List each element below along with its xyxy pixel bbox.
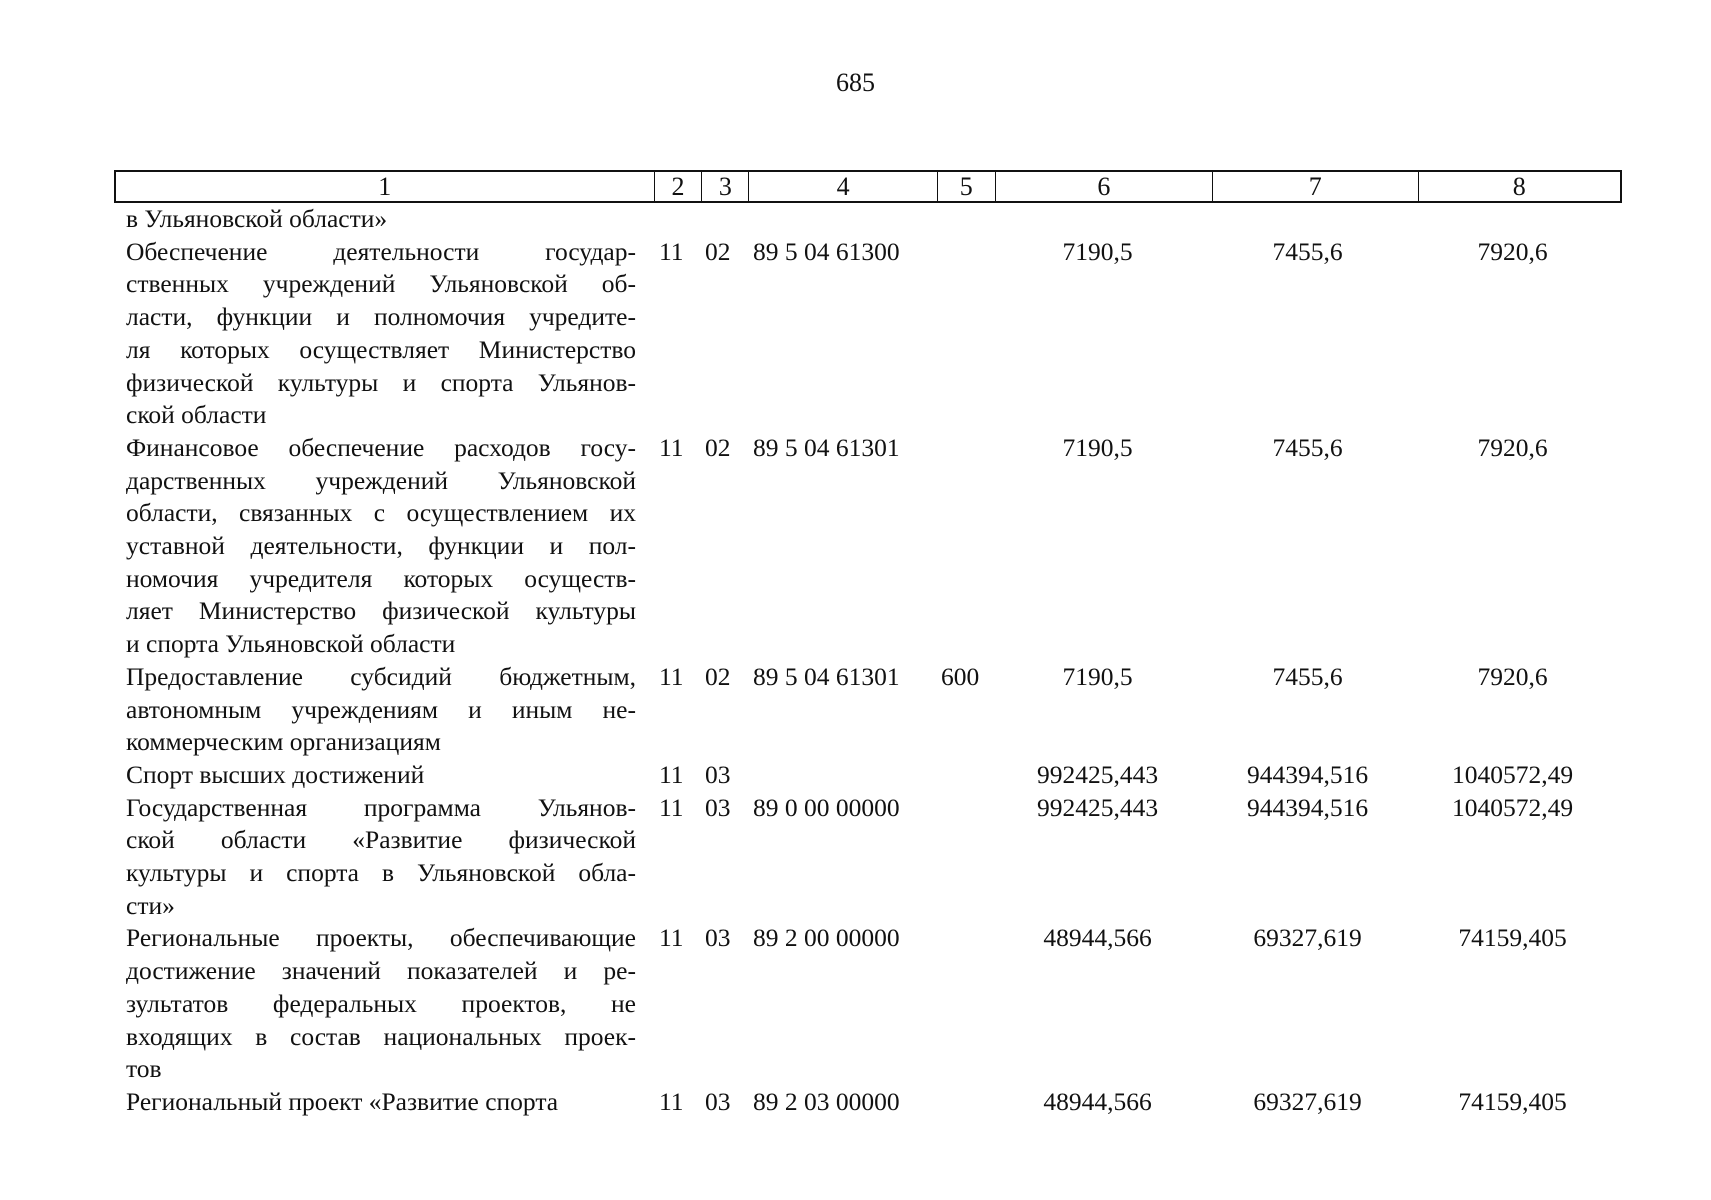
description-line: Спорт высших достижений	[126, 759, 425, 789]
cell-col-8: 74159,405	[1458, 1086, 1567, 1116]
cell-col-4: 89 5 04 61301	[753, 661, 900, 691]
cell-col-8: 7920,6	[1477, 432, 1548, 462]
cell-col-2: 11	[659, 661, 684, 691]
description-line: достижение значений показателей и ре-	[126, 956, 636, 986]
cell-col-7: 944394,516	[1246, 759, 1369, 789]
cell-col-5: 600	[941, 661, 980, 691]
header-cell-7: 7	[1213, 172, 1418, 201]
row-description	[126, 1086, 636, 1119]
cell-col-2: 11	[659, 759, 684, 789]
description-line: Обеспечение деятельности государ-	[126, 236, 636, 266]
description-line: зультатов федеральных проектов, не	[126, 988, 636, 1018]
row-description	[126, 661, 636, 759]
table-header-row	[114, 170, 1622, 203]
description-line: культуры и спорта в Ульяновской обла-	[126, 858, 636, 887]
cell-col-8: 1040572,49	[1451, 759, 1574, 789]
cell-col-8: 1040572,49	[1451, 792, 1574, 822]
description-line: сти»	[126, 890, 175, 920]
description-line: и спорта Ульяновской области	[126, 629, 456, 659]
description-line: области, связанных с осуществлением их	[126, 498, 636, 528]
cell-col-7: 7455,6	[1272, 432, 1343, 462]
description-line: Региональный проект «Развитие спорта	[126, 1086, 559, 1116]
description-line: автономным учреждениям и иным не-	[126, 694, 636, 724]
row-description	[126, 432, 636, 661]
description-line: коммерческим организациям	[126, 727, 441, 757]
cell-col-3: 02	[705, 661, 731, 691]
description-line: Региональные проекты, обеспечивающие	[126, 923, 636, 953]
description-line: ственных учреждений Ульяновской об-	[126, 269, 636, 299]
description-line: ляет Министерство физической культуры	[126, 596, 636, 626]
cell-col-6: 992425,443	[1036, 759, 1159, 789]
description-line: тов	[126, 1054, 162, 1084]
cell-col-7: 69327,619	[1253, 923, 1362, 953]
cell-col-3: 03	[705, 1086, 731, 1116]
cell-col-2: 11	[659, 1086, 684, 1116]
cell-col-4: 89 0 00 00000	[753, 792, 900, 822]
header-cell-2: 2	[655, 172, 703, 201]
description-line: входящих в состав национальных проек-	[126, 1021, 636, 1051]
row-description	[126, 759, 636, 792]
description-line: дарственных учреждений Ульяновской	[126, 465, 636, 495]
cell-col-4: 89 5 04 61301	[753, 432, 900, 462]
header-cell-6: 6	[996, 172, 1213, 201]
cell-col-6: 7190,5	[1062, 236, 1133, 266]
cell-col-7: 7455,6	[1272, 661, 1343, 691]
header-cell-8: 8	[1512, 172, 1526, 201]
header-cell-4: 4	[749, 172, 938, 201]
description-line: Предоставление субсидий бюджетным,	[126, 661, 636, 691]
cell-col-2: 11	[659, 236, 684, 266]
cell-col-8: 74159,405	[1458, 923, 1567, 953]
description-line: ласти, функции и полномочия учредите-	[126, 302, 636, 332]
description-line: Финансовое обеспечение расходов госу-	[126, 432, 636, 462]
cell-col-2: 11	[659, 432, 684, 462]
cell-col-3: 03	[705, 923, 731, 953]
cell-col-8: 7920,6	[1477, 236, 1548, 266]
row-description	[126, 792, 636, 923]
header-cell-3: 3	[702, 172, 749, 201]
cell-col-6: 7190,5	[1062, 432, 1133, 462]
cell-col-2: 11	[659, 923, 684, 953]
cell-col-3: 02	[705, 236, 731, 266]
page-number: 685	[836, 68, 875, 97]
cell-col-8: 7920,6	[1477, 661, 1548, 691]
cell-col-7: 69327,619	[1253, 1086, 1362, 1116]
cell-col-4: 89 2 00 00000	[753, 923, 900, 953]
cell-col-4: 89 5 04 61300	[753, 236, 900, 266]
cell-col-6: 48944,566	[1043, 923, 1152, 953]
description-line: номочия учредителя которых осуществ-	[126, 563, 636, 593]
cell-col-2: 11	[659, 792, 684, 822]
description-line: ской области	[126, 400, 267, 430]
description-line: физической культуры и спорта Ульянов-	[126, 367, 636, 397]
row-description	[126, 203, 636, 236]
description-line: уставной деятельности, функции и пол-	[126, 531, 636, 560]
cell-col-3: 03	[705, 792, 731, 822]
cell-col-3: 02	[705, 432, 731, 462]
cell-col-6: 7190,5	[1062, 661, 1133, 691]
cell-col-6: 992425,443	[1036, 792, 1159, 822]
cell-col-4: 89 2 03 00000	[753, 1086, 900, 1116]
description-line: ской области «Развитие физической	[126, 825, 636, 855]
header-cell-1: 1	[116, 172, 655, 201]
description-line: ля которых осуществляет Министерство	[126, 334, 636, 364]
cell-col-7: 7455,6	[1272, 236, 1343, 266]
cell-col-6: 48944,566	[1043, 1086, 1152, 1116]
cell-col-7: 944394,516	[1246, 792, 1369, 822]
description-line: в Ульяновской области»	[126, 204, 388, 233]
description-line: Государственная программа Ульянов-	[126, 792, 636, 822]
row-description	[126, 922, 636, 1086]
cell-col-3: 03	[705, 759, 731, 789]
header-cell-5: 5	[938, 172, 996, 201]
row-description	[126, 236, 636, 432]
